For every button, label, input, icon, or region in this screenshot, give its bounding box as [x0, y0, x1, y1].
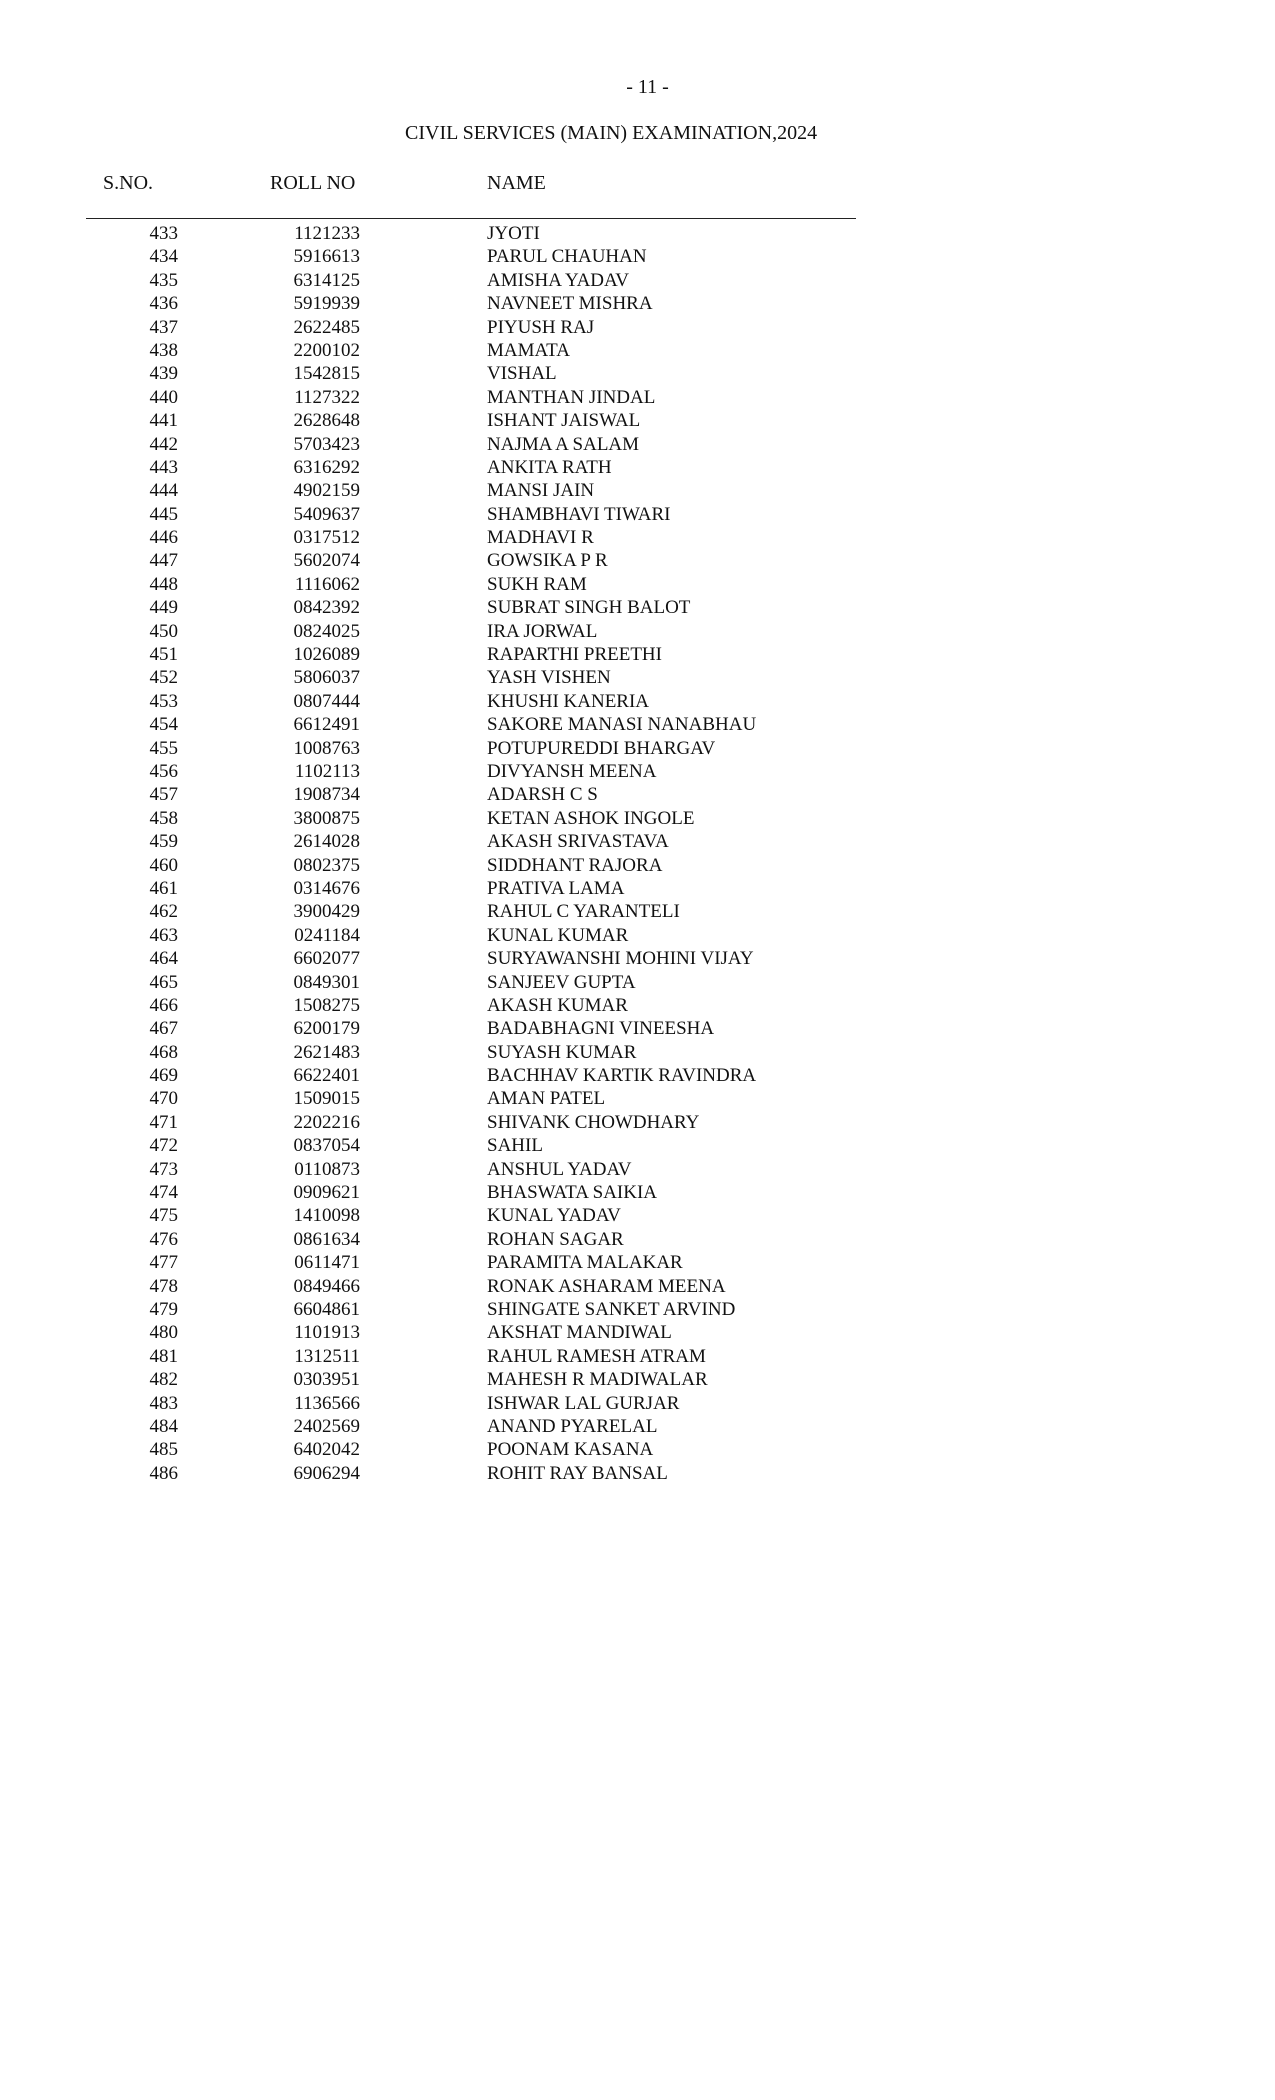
candidate-name-cell: RAPARTHI PREETHI — [487, 644, 662, 666]
serial-number-cell: 448 — [149, 573, 178, 595]
candidate-name-cell: ANAND PYARELAL — [487, 1415, 658, 1437]
table-row — [0, 316, 1275, 339]
serial-number-cell: 483 — [149, 1392, 178, 1414]
document-title: CIVIL SERVICES (MAIN) EXAMINATION,2024 — [405, 122, 818, 144]
candidate-name-cell: MANTHAN JINDAL — [487, 386, 656, 408]
serial-number-cell: 458 — [149, 807, 178, 829]
serial-number-cell: 464 — [149, 948, 178, 970]
roll-number-cell: 5409637 — [293, 503, 360, 525]
serial-number-cell: 473 — [149, 1158, 178, 1180]
candidate-name-cell: BACHHAV KARTIK RAVINDRA — [487, 1065, 757, 1087]
roll-number-cell: 0807444 — [293, 690, 360, 712]
roll-number-cell: 0110873 — [294, 1158, 360, 1180]
roll-number-cell: 6402042 — [293, 1439, 360, 1461]
roll-number-cell: 0861634 — [293, 1228, 360, 1250]
roll-number-cell: 2200102 — [293, 339, 360, 361]
table-row — [0, 1275, 1275, 1298]
serial-number-cell: 462 — [149, 901, 178, 923]
table-row — [0, 1228, 1275, 1251]
serial-number-cell: 460 — [149, 854, 178, 876]
column-header-name: NAME — [487, 172, 546, 194]
serial-number-cell: 459 — [149, 831, 178, 853]
table-row — [0, 596, 1275, 619]
roll-number-cell: 0909621 — [293, 1182, 360, 1204]
table-row — [0, 783, 1275, 806]
table-row — [0, 1368, 1275, 1391]
table-row — [0, 456, 1275, 479]
serial-number-cell: 455 — [149, 737, 178, 759]
candidate-name-cell: AKASH KUMAR — [487, 994, 628, 1016]
roll-number-cell: 1121233 — [294, 223, 360, 244]
table-row — [0, 830, 1275, 853]
candidate-name-cell: IRA JORWAL — [487, 620, 598, 642]
serial-number-cell: 461 — [149, 877, 178, 899]
table-row — [0, 1438, 1275, 1461]
candidate-name-cell: RAHUL C YARANTELI — [487, 901, 680, 923]
roll-number-cell: 6604861 — [293, 1298, 360, 1320]
serial-number-cell: 480 — [149, 1322, 178, 1344]
roll-number-cell: 5919939 — [293, 293, 360, 315]
roll-number-cell: 1101913 — [294, 1322, 360, 1344]
serial-number-cell: 444 — [149, 480, 178, 502]
candidate-name-cell: GOWSIKA P R — [487, 550, 608, 572]
table-row — [0, 807, 1275, 830]
table-row — [0, 1251, 1275, 1274]
serial-number-cell: 468 — [149, 1041, 178, 1063]
candidate-name-cell: PARUL CHAUHAN — [487, 246, 647, 268]
roll-number-cell: 1102113 — [294, 760, 360, 782]
candidate-name-cell: BADABHAGNI VINEESHA — [487, 1018, 715, 1040]
roll-number-cell: 5602074 — [293, 550, 360, 572]
candidate-name-cell: BHASWATA SAIKIA — [487, 1182, 658, 1204]
serial-number-cell: 442 — [149, 433, 178, 455]
serial-number-cell: 447 — [149, 550, 178, 572]
table-row — [0, 526, 1275, 549]
roll-number-cell: 2402569 — [293, 1415, 360, 1437]
table-row — [0, 222, 1275, 245]
table-row — [0, 479, 1275, 502]
table-row — [0, 1345, 1275, 1368]
roll-number-cell: 3900429 — [293, 901, 360, 923]
table-row — [0, 549, 1275, 572]
roll-number-cell: 2202216 — [293, 1111, 360, 1133]
roll-number-cell: 1312511 — [294, 1345, 360, 1367]
candidate-name-cell: MANSI JAIN — [487, 480, 595, 502]
serial-number-cell: 475 — [149, 1205, 178, 1227]
roll-number-cell: 1116062 — [294, 573, 360, 595]
serial-number-cell: 449 — [149, 597, 178, 619]
roll-number-cell: 0849466 — [293, 1275, 360, 1297]
table-row — [0, 269, 1275, 292]
roll-number-cell: 6316292 — [293, 456, 360, 478]
candidate-name-cell: SANJEEV GUPTA — [487, 971, 636, 993]
serial-number-cell: 436 — [149, 293, 178, 315]
roll-number-cell: 2614028 — [293, 831, 360, 853]
candidate-name-cell: KHUSHI KANERIA — [487, 690, 650, 712]
candidate-name-cell: MAMATA — [487, 339, 570, 361]
candidate-name-cell: ANSHUL YADAV — [487, 1158, 632, 1180]
roll-number-cell: 0317512 — [293, 527, 360, 549]
table-row — [0, 620, 1275, 643]
table-row — [0, 1181, 1275, 1204]
table-row — [0, 900, 1275, 923]
candidate-name-cell: SUBRAT SINGH BALOT — [487, 597, 691, 619]
table-row — [0, 947, 1275, 970]
candidate-name-cell: PRATIVA LAMA — [487, 877, 625, 899]
roll-number-cell: 1542815 — [293, 363, 360, 385]
table-row — [0, 1321, 1275, 1344]
roll-number-cell: 6602077 — [293, 948, 360, 970]
roll-number-cell: 5806037 — [293, 667, 360, 689]
page-number: - 11 - — [626, 76, 669, 98]
roll-number-cell: 0837054 — [293, 1135, 360, 1157]
roll-number-cell: 0842392 — [293, 597, 360, 619]
table-row — [0, 1017, 1275, 1040]
roll-number-cell: 0611471 — [294, 1252, 360, 1274]
table-row — [0, 292, 1275, 315]
table-row — [0, 1298, 1275, 1321]
table-row — [0, 1462, 1275, 1485]
serial-number-cell: 476 — [149, 1228, 178, 1250]
table-row — [0, 971, 1275, 994]
candidate-name-cell: SHINGATE SANKET ARVIND — [487, 1298, 736, 1320]
serial-number-cell: 465 — [149, 971, 178, 993]
roll-number-cell: 6314125 — [293, 269, 360, 291]
table-row — [0, 760, 1275, 783]
roll-number-cell: 0849301 — [293, 971, 360, 993]
table-row — [0, 339, 1275, 362]
serial-number-cell: 481 — [149, 1345, 178, 1367]
table-row — [0, 737, 1275, 760]
roll-number-cell: 1509015 — [293, 1088, 360, 1110]
serial-number-cell: 482 — [149, 1369, 178, 1391]
roll-number-cell: 6906294 — [293, 1462, 360, 1484]
table-row — [0, 1064, 1275, 1087]
roll-number-cell: 1136566 — [294, 1392, 360, 1414]
table-row — [0, 1415, 1275, 1438]
table-row — [0, 1041, 1275, 1064]
table-row — [0, 1087, 1275, 1110]
table-row — [0, 1111, 1275, 1134]
candidate-name-cell: ISHWAR LAL GURJAR — [487, 1392, 680, 1414]
table-row — [0, 433, 1275, 456]
serial-number-cell: 486 — [149, 1462, 178, 1484]
candidate-name-cell: SHAMBHAVI TIWARI — [487, 503, 671, 525]
serial-number-cell: 438 — [149, 339, 178, 361]
table-row — [0, 877, 1275, 900]
table-row — [0, 713, 1275, 736]
table-row — [0, 994, 1275, 1017]
serial-number-cell: 479 — [149, 1298, 178, 1320]
candidate-name-cell: ISHANT JAISWAL — [487, 410, 641, 432]
serial-number-cell: 435 — [149, 269, 178, 291]
candidate-name-cell: RONAK ASHARAM MEENA — [487, 1275, 726, 1297]
serial-number-cell: 441 — [149, 410, 178, 432]
roll-number-cell: 1127322 — [294, 386, 360, 408]
candidate-name-cell: PIYUSH RAJ — [487, 316, 595, 338]
roll-number-cell: 4902159 — [293, 480, 360, 502]
table-row — [0, 1392, 1275, 1415]
candidate-name-cell: ANKITA RATH — [487, 456, 612, 478]
table-row — [0, 362, 1275, 385]
serial-number-cell: 437 — [149, 316, 178, 338]
roll-number-cell: 1008763 — [293, 737, 360, 759]
roll-number-cell: 1410098 — [293, 1205, 360, 1227]
column-header-roll-no: ROLL NO — [270, 172, 356, 194]
table-row — [0, 386, 1275, 409]
roll-number-cell: 2628648 — [293, 410, 360, 432]
serial-number-cell: 434 — [149, 246, 178, 268]
roll-number-cell: 0824025 — [293, 620, 360, 642]
candidate-name-cell: AKASH SRIVASTAVA — [487, 831, 669, 853]
table-row — [0, 503, 1275, 526]
roll-number-cell: 6612491 — [293, 714, 360, 736]
candidate-name-cell: SUYASH KUMAR — [487, 1041, 637, 1063]
table-row — [0, 924, 1275, 947]
serial-number-cell: 470 — [149, 1088, 178, 1110]
serial-number-cell: 469 — [149, 1065, 178, 1087]
serial-number-cell: 445 — [149, 503, 178, 525]
serial-number-cell: 452 — [149, 667, 178, 689]
candidate-name-cell: KUNAL KUMAR — [487, 924, 629, 946]
table-row — [0, 1204, 1275, 1227]
candidate-name-cell: SURYAWANSHI MOHINI VIJAY — [487, 948, 754, 970]
roll-number-cell: 5916613 — [293, 246, 360, 268]
candidate-name-cell: ROHAN SAGAR — [487, 1228, 624, 1250]
candidate-name-cell: SHIVANK CHOWDHARY — [487, 1111, 700, 1133]
serial-number-cell: 451 — [149, 644, 178, 666]
table-row — [0, 245, 1275, 268]
serial-number-cell: 457 — [149, 784, 178, 806]
results-table-body — [0, 222, 1275, 1485]
table-row — [0, 573, 1275, 596]
table-row — [0, 409, 1275, 432]
table-row — [0, 643, 1275, 666]
header-divider — [86, 218, 856, 219]
roll-number-cell: 1908734 — [293, 784, 360, 806]
candidate-name-cell: SUKH RAM — [487, 573, 587, 595]
candidate-name-cell: NAVNEET MISHRA — [487, 293, 653, 315]
serial-number-cell: 467 — [149, 1018, 178, 1040]
roll-number-cell: 0241184 — [294, 924, 360, 946]
roll-number-cell: 1508275 — [293, 994, 360, 1016]
table-row — [0, 690, 1275, 713]
serial-number-cell: 454 — [149, 714, 178, 736]
serial-number-cell: 478 — [149, 1275, 178, 1297]
table-row — [0, 1158, 1275, 1181]
table-row — [0, 1134, 1275, 1157]
candidate-name-cell: PARAMITA MALAKAR — [487, 1252, 683, 1274]
candidate-name-cell: AKSHAT MANDIWAL — [487, 1322, 672, 1344]
candidate-name-cell: SAKORE MANASI NANABHAU — [487, 714, 757, 736]
candidate-name-cell: ROHIT RAY BANSAL — [487, 1462, 668, 1484]
candidate-name-cell: POONAM KASANA — [487, 1439, 654, 1461]
serial-number-cell: 466 — [149, 994, 178, 1016]
roll-number-cell: 2621483 — [293, 1041, 360, 1063]
candidate-name-cell: POTUPUREDDI BHARGAV — [487, 737, 716, 759]
candidate-name-cell: JYOTI — [487, 223, 540, 244]
serial-number-cell: 485 — [149, 1439, 178, 1461]
candidate-name-cell: SIDDHANT RAJORA — [487, 854, 663, 876]
serial-number-cell: 440 — [149, 386, 178, 408]
serial-number-cell: 446 — [149, 527, 178, 549]
table-row — [0, 666, 1275, 689]
roll-number-cell: 0303951 — [293, 1369, 360, 1391]
serial-number-cell: 472 — [149, 1135, 178, 1157]
serial-number-cell: 450 — [149, 620, 178, 642]
roll-number-cell: 5703423 — [293, 433, 360, 455]
serial-number-cell: 439 — [149, 363, 178, 385]
candidate-name-cell: NAJMA A SALAM — [487, 433, 640, 455]
candidate-name-cell: ADARSH C S — [487, 784, 598, 806]
serial-number-cell: 433 — [149, 223, 178, 244]
candidate-name-cell: AMAN PATEL — [487, 1088, 606, 1110]
candidate-name-cell: RAHUL RAMESH ATRAM — [487, 1345, 706, 1367]
roll-number-cell: 0802375 — [293, 854, 360, 876]
roll-number-cell: 6200179 — [293, 1018, 360, 1040]
roll-number-cell: 3800875 — [293, 807, 360, 829]
candidate-name-cell: AMISHA YADAV — [487, 269, 629, 291]
candidate-name-cell: VISHAL — [487, 363, 557, 385]
serial-number-cell: 456 — [149, 760, 178, 782]
roll-number-cell: 6622401 — [293, 1065, 360, 1087]
roll-number-cell: 1026089 — [293, 644, 360, 666]
serial-number-cell: 471 — [149, 1111, 178, 1133]
serial-number-cell: 484 — [149, 1415, 178, 1437]
roll-number-cell: 0314676 — [293, 877, 360, 899]
candidate-name-cell: DIVYANSH MEENA — [487, 760, 657, 782]
candidate-name-cell: MAHESH R MADIWALAR — [487, 1369, 708, 1391]
serial-number-cell: 443 — [149, 456, 178, 478]
column-header-sno: S.NO. — [103, 172, 154, 194]
candidate-name-cell: KETAN ASHOK INGOLE — [487, 807, 695, 829]
serial-number-cell: 474 — [149, 1182, 178, 1204]
candidate-name-cell: MADHAVI R — [487, 527, 594, 549]
candidate-name-cell: SAHIL — [487, 1135, 543, 1157]
serial-number-cell: 453 — [149, 690, 178, 712]
serial-number-cell: 463 — [149, 924, 178, 946]
candidate-name-cell: YASH VISHEN — [487, 667, 611, 689]
serial-number-cell: 477 — [149, 1252, 178, 1274]
candidate-name-cell: KUNAL YADAV — [487, 1205, 621, 1227]
roll-number-cell: 2622485 — [293, 316, 360, 338]
table-row — [0, 854, 1275, 877]
